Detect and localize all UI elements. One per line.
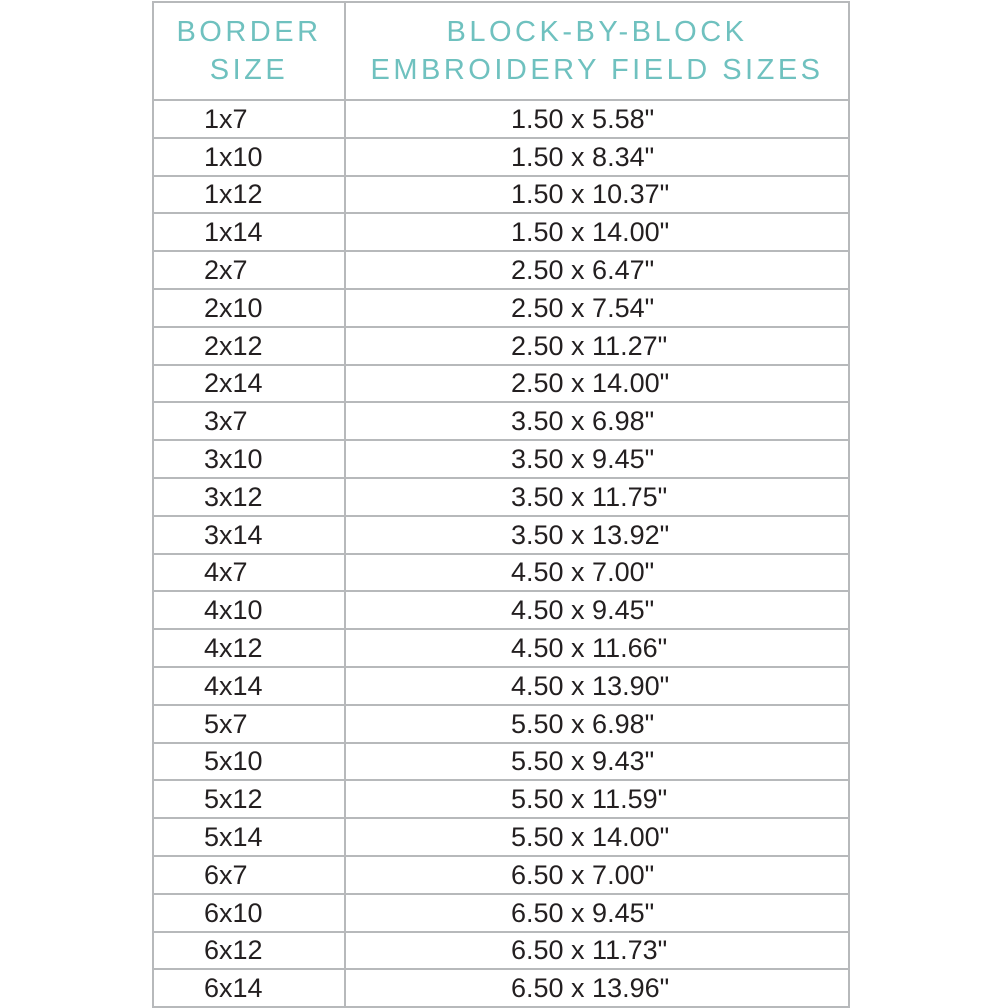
field-size-cell: 5.50 x 14.00" — [345, 818, 849, 856]
field-size-cell: 3.50 x 9.45" — [345, 440, 849, 478]
field-size-cell: 5.50 x 11.59" — [345, 780, 849, 818]
field-size-cell: 2.50 x 11.27" — [345, 327, 849, 365]
border-size-cell: 6x7 — [153, 856, 345, 894]
header-row — [153, 2, 849, 100]
table-row — [153, 894, 849, 932]
header-field-sizes-line1: BLOCK-BY-BLOCK — [446, 16, 748, 48]
table-row — [153, 818, 849, 856]
table-row — [153, 516, 849, 554]
field-size-cell: 6.50 x 13.96" — [345, 969, 849, 1007]
field-size-cell: 1.50 x 8.34" — [345, 138, 849, 176]
border-size-cell: 3x14 — [153, 516, 345, 554]
embroidery-sizes-table — [152, 1, 850, 1008]
border-size-cell: 5x12 — [153, 780, 345, 818]
header-field-sizes — [345, 2, 849, 100]
border-size-cell: 4x10 — [153, 591, 345, 629]
field-size-cell: 3.50 x 13.92" — [345, 516, 849, 554]
field-size-cell: 2.50 x 14.00" — [345, 365, 849, 403]
border-size-cell: 2x7 — [153, 251, 345, 289]
header-field-sizes-line2: EMBROIDERY FIELD SIZES — [370, 54, 824, 86]
border-size-cell: 4x7 — [153, 554, 345, 592]
table-row — [153, 100, 849, 138]
border-size-cell: 1x12 — [153, 176, 345, 214]
field-size-cell: 5.50 x 6.98" — [345, 705, 849, 743]
table-row — [153, 591, 849, 629]
table-row — [153, 743, 849, 781]
table-row — [153, 213, 849, 251]
border-size-cell: 2x12 — [153, 327, 345, 365]
field-size-cell: 4.50 x 13.90" — [345, 667, 849, 705]
field-size-cell: 6.50 x 7.00" — [345, 856, 849, 894]
table-row — [153, 365, 849, 403]
header-border-size — [153, 2, 345, 100]
table-row — [153, 176, 849, 214]
field-size-cell: 6.50 x 9.45" — [345, 894, 849, 932]
field-size-cell: 2.50 x 6.47" — [345, 251, 849, 289]
field-size-cell: 4.50 x 9.45" — [345, 591, 849, 629]
table-row — [153, 138, 849, 176]
table-row — [153, 554, 849, 592]
border-size-cell: 4x14 — [153, 667, 345, 705]
table-row — [153, 478, 849, 516]
border-size-cell: 1x7 — [153, 100, 345, 138]
table-row — [153, 932, 849, 970]
border-size-cell: 4x12 — [153, 629, 345, 667]
field-size-cell: 3.50 x 6.98" — [345, 402, 849, 440]
table-row — [153, 856, 849, 894]
table-row — [153, 705, 849, 743]
field-size-cell: 6.50 x 11.73" — [345, 932, 849, 970]
field-size-cell: 2.50 x 7.54" — [345, 289, 849, 327]
border-size-cell: 3x7 — [153, 402, 345, 440]
table-row — [153, 327, 849, 365]
table-row — [153, 969, 849, 1007]
table-row — [153, 289, 849, 327]
table-row — [153, 251, 849, 289]
field-size-cell: 3.50 x 11.75" — [345, 478, 849, 516]
border-size-cell: 6x14 — [153, 969, 345, 1007]
border-size-cell: 3x10 — [153, 440, 345, 478]
sizes-table-container — [152, 1, 848, 1004]
field-size-cell: 5.50 x 9.43" — [345, 743, 849, 781]
border-size-cell: 6x12 — [153, 932, 345, 970]
border-size-cell: 1x14 — [153, 213, 345, 251]
border-size-cell: 2x10 — [153, 289, 345, 327]
table-row — [153, 629, 849, 667]
border-size-cell: 5x14 — [153, 818, 345, 856]
field-size-cell: 1.50 x 5.58" — [345, 100, 849, 138]
field-size-cell: 1.50 x 10.37" — [345, 176, 849, 214]
border-size-cell: 5x10 — [153, 743, 345, 781]
table-row — [153, 780, 849, 818]
table-row — [153, 667, 849, 705]
border-size-cell: 3x12 — [153, 478, 345, 516]
header-border-size-line1: BORDER — [176, 16, 322, 48]
border-size-cell: 6x10 — [153, 894, 345, 932]
table-body — [153, 100, 849, 1007]
field-size-cell: 4.50 x 7.00" — [345, 554, 849, 592]
table-row — [153, 402, 849, 440]
table-row — [153, 440, 849, 478]
header-border-size-line2: SIZE — [209, 54, 289, 86]
field-size-cell: 1.50 x 14.00" — [345, 213, 849, 251]
border-size-cell: 2x14 — [153, 365, 345, 403]
field-size-cell: 4.50 x 11.66" — [345, 629, 849, 667]
border-size-cell: 1x10 — [153, 138, 345, 176]
border-size-cell: 5x7 — [153, 705, 345, 743]
